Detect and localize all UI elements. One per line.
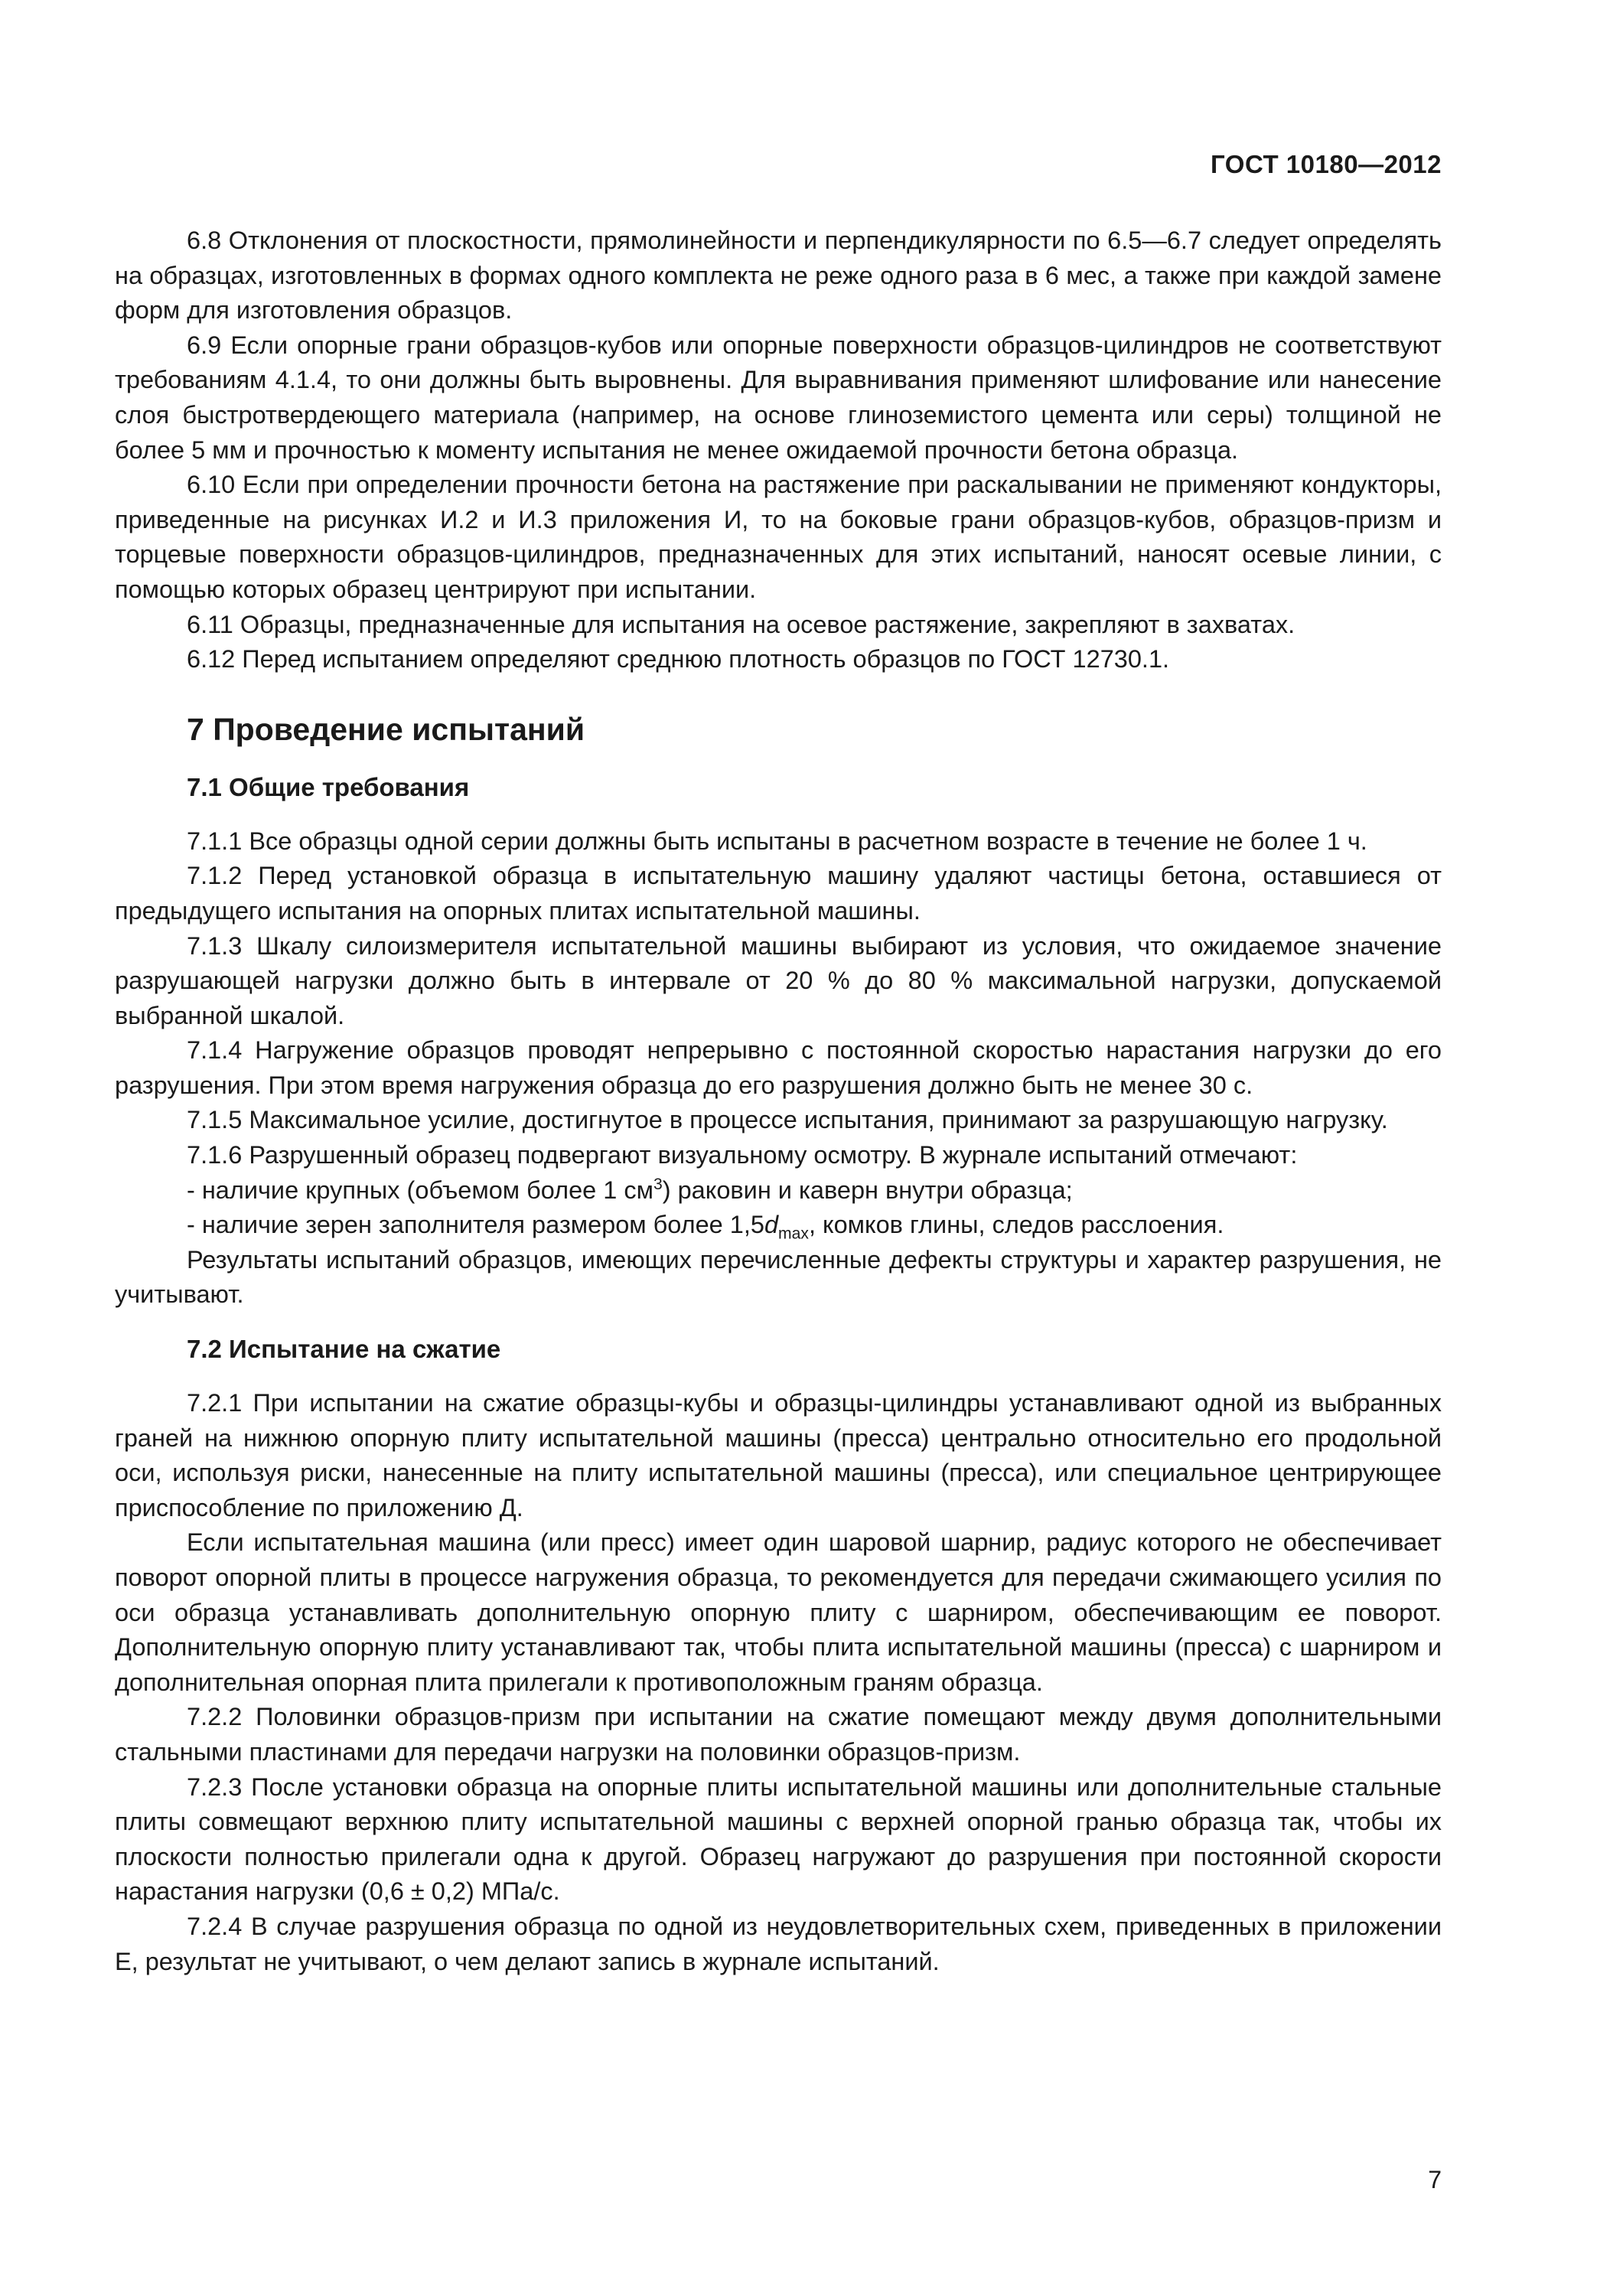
paragraph-6-8: 6.8 Отклонения от плоскостности, прямолинейности и перпендикулярности по 6.5—6.7 следует определять на образцах, изготовленных в формах одного комплекта не реже одного раза в 6 мес, а также при каждой замене форм для изготовления образцов.	[115, 227, 1442, 325]
paragraph-7-2-4: 7.2.4 В случае разрушения образца по одной из неудовлетворительных схем, приведенных в приложении Е, результат не учитывают, о чем делают запись в журнале испытаний.	[115, 1912, 1442, 1975]
subscript: max	[778, 1225, 809, 1243]
paragraph-7-2-1-cont: Если испытательная машина (или пресс) имеет один шаровой шарнир, радиус которого не обеспечивает поворот опорной плиты в процессе нагружения образца, то рекомендуется для передачи сжимающего усилия по оси образца устанавливать дополнительную опорную плиту с шарниром, обеспечивающим ее поворот. Дополнительную опорную плиту устанавливают так, чтобы плита испытательной машины (пресса) с шарниром и дополнительная опорная плита прилегали к противоположным граням образца.	[115, 1528, 1442, 1696]
page-number: 7	[1428, 2166, 1442, 2193]
paragraph-7-1-2: 7.1.2 Перед установкой образца в испытательную машину удаляют частицы бетона, оставшиеся от предыдущего испытания на опорных плитах испытательной машины.	[115, 862, 1442, 925]
paragraph-7-1-1: 7.1.1 Все образцы одной серии должны быть испытаны в расчетном возрасте в течение не более 1 ч.	[187, 827, 1367, 855]
subsection-7-2-title: 7.2 Испытание на сжатие	[187, 1335, 501, 1364]
list-item-cavities	[115, 1173, 1442, 1208]
bullet-text: ) раковин и каверн внутри образца;	[662, 1176, 1073, 1204]
paragraph-7-1-4: 7.1.4 Нагружение образцов проводят непрерывно с постоянной скоростью нарастания нагрузки до его разрушения. При этом время нагружения образца до его разрушения должно быть не менее 30 с.	[115, 1036, 1442, 1099]
paragraph-7-2-1: 7.2.1 При испытании на сжатие образцы-кубы и образцы-цилиндры устанавливают одной из выбранных граней на нижнюю опорную плиту испытательной машины (пресса) центрально относительно его продольной оси, используя риски, нанесенные на плиту испытательной машины (пресса), или специальное центрирующее приспособление по приложению Д.	[115, 1389, 1442, 1521]
paragraph-7-1-3: 7.1.3 Шкалу силоизмерителя испытательной машины выбирают из условия, что ожидаемое значение разрушающей нагрузки должно быть в интервале от 20 % до 80 % максимальной нагрузки, допускаемой выбранной шкалой.	[115, 931, 1442, 1029]
bullet-text: , комков глины, следов расслоения.	[808, 1211, 1224, 1239]
paragraph-7-1-results: Результаты испытаний образцов, имеющих перечисленные дефекты структуры и характер разрушения, не учитывают.	[115, 1245, 1442, 1309]
paragraph-7-1-5: 7.1.5 Максимальное усилие, достигнутое в процессе испытания, принимают за разрушающую нагрузку.	[187, 1106, 1388, 1134]
paragraph-7-2-2: 7.2.2 Половинки образцов-призм при испытании на сжатие помещают между двумя дополнительными стальными пластинами для передачи нагрузки на половинки образцов-призм.	[115, 1703, 1442, 1766]
bullet-text: - наличие зерен заполнителя размером более 1,5	[187, 1211, 764, 1239]
paragraph-6-11: 6.11 Образцы, предназначенные для испытания на осевое растяжение, закрепляют в захватах.	[187, 610, 1295, 638]
paragraph-7-1-6: 7.1.6 Разрушенный образец подвергают визуальному осмотру. В журнале испытаний отмечают:	[187, 1141, 1298, 1169]
italic-symbol: d	[764, 1211, 779, 1239]
superscript: 3	[653, 1175, 663, 1193]
page-body	[115, 223, 1442, 1979]
paragraph-7-2-3: 7.2.3 После установки образца на опорные плиты испытательной машины или дополнительные стальные плиты совмещают верхнюю плиту испытательной машины с верхней опорной гранью образца так, чтобы их плоскости полностью прилегали одна к другой. Образец нагружают до разрушения при постоянной скорости нарастания нагрузки (0,6 ± 0,2) МПа/с.	[115, 1773, 1442, 1906]
section-7-title: 7 Проведение испытаний	[187, 711, 585, 747]
document-code-header: ГОСТ 10180—2012	[1211, 150, 1442, 178]
paragraph-6-10: 6.10 Если при определении прочности бетона на растяжение при раскалывании не применяют кондукторы, приведенные на рисунках И.2 и И.3 приложения И, то на боковые грани образцов-кубов, образцов-призм и торцевые поверхности образцов-цилиндров, предназначенных для этих испытаний, наносят осевые линии, с помощью которых образец центрируют при испытании.	[115, 471, 1442, 603]
subsection-7-1-title: 7.1 Общие требования	[187, 772, 470, 801]
paragraph-6-12: 6.12 Перед испытанием определяют среднюю плотность образцов по ГОСТ 12730.1.	[187, 645, 1170, 673]
list-item-aggregate	[115, 1208, 1442, 1243]
bullet-text: - наличие крупных (объемом более 1 см	[187, 1176, 653, 1204]
paragraph-6-9: 6.9 Если опорные грани образцов-кубов или опорные поверхности образцов-цилиндров не соответствуют требованиям 4.1.4, то они должны быть выровнены. Для выравнивания применяют шлифование или нанесение слоя быстротвердеющего материала (например, на основе глиноземистого цемента или серы) толщиной не более 5 мм и прочностью к моменту испытания не менее ожидаемой прочности бетона образца.	[115, 331, 1442, 464]
